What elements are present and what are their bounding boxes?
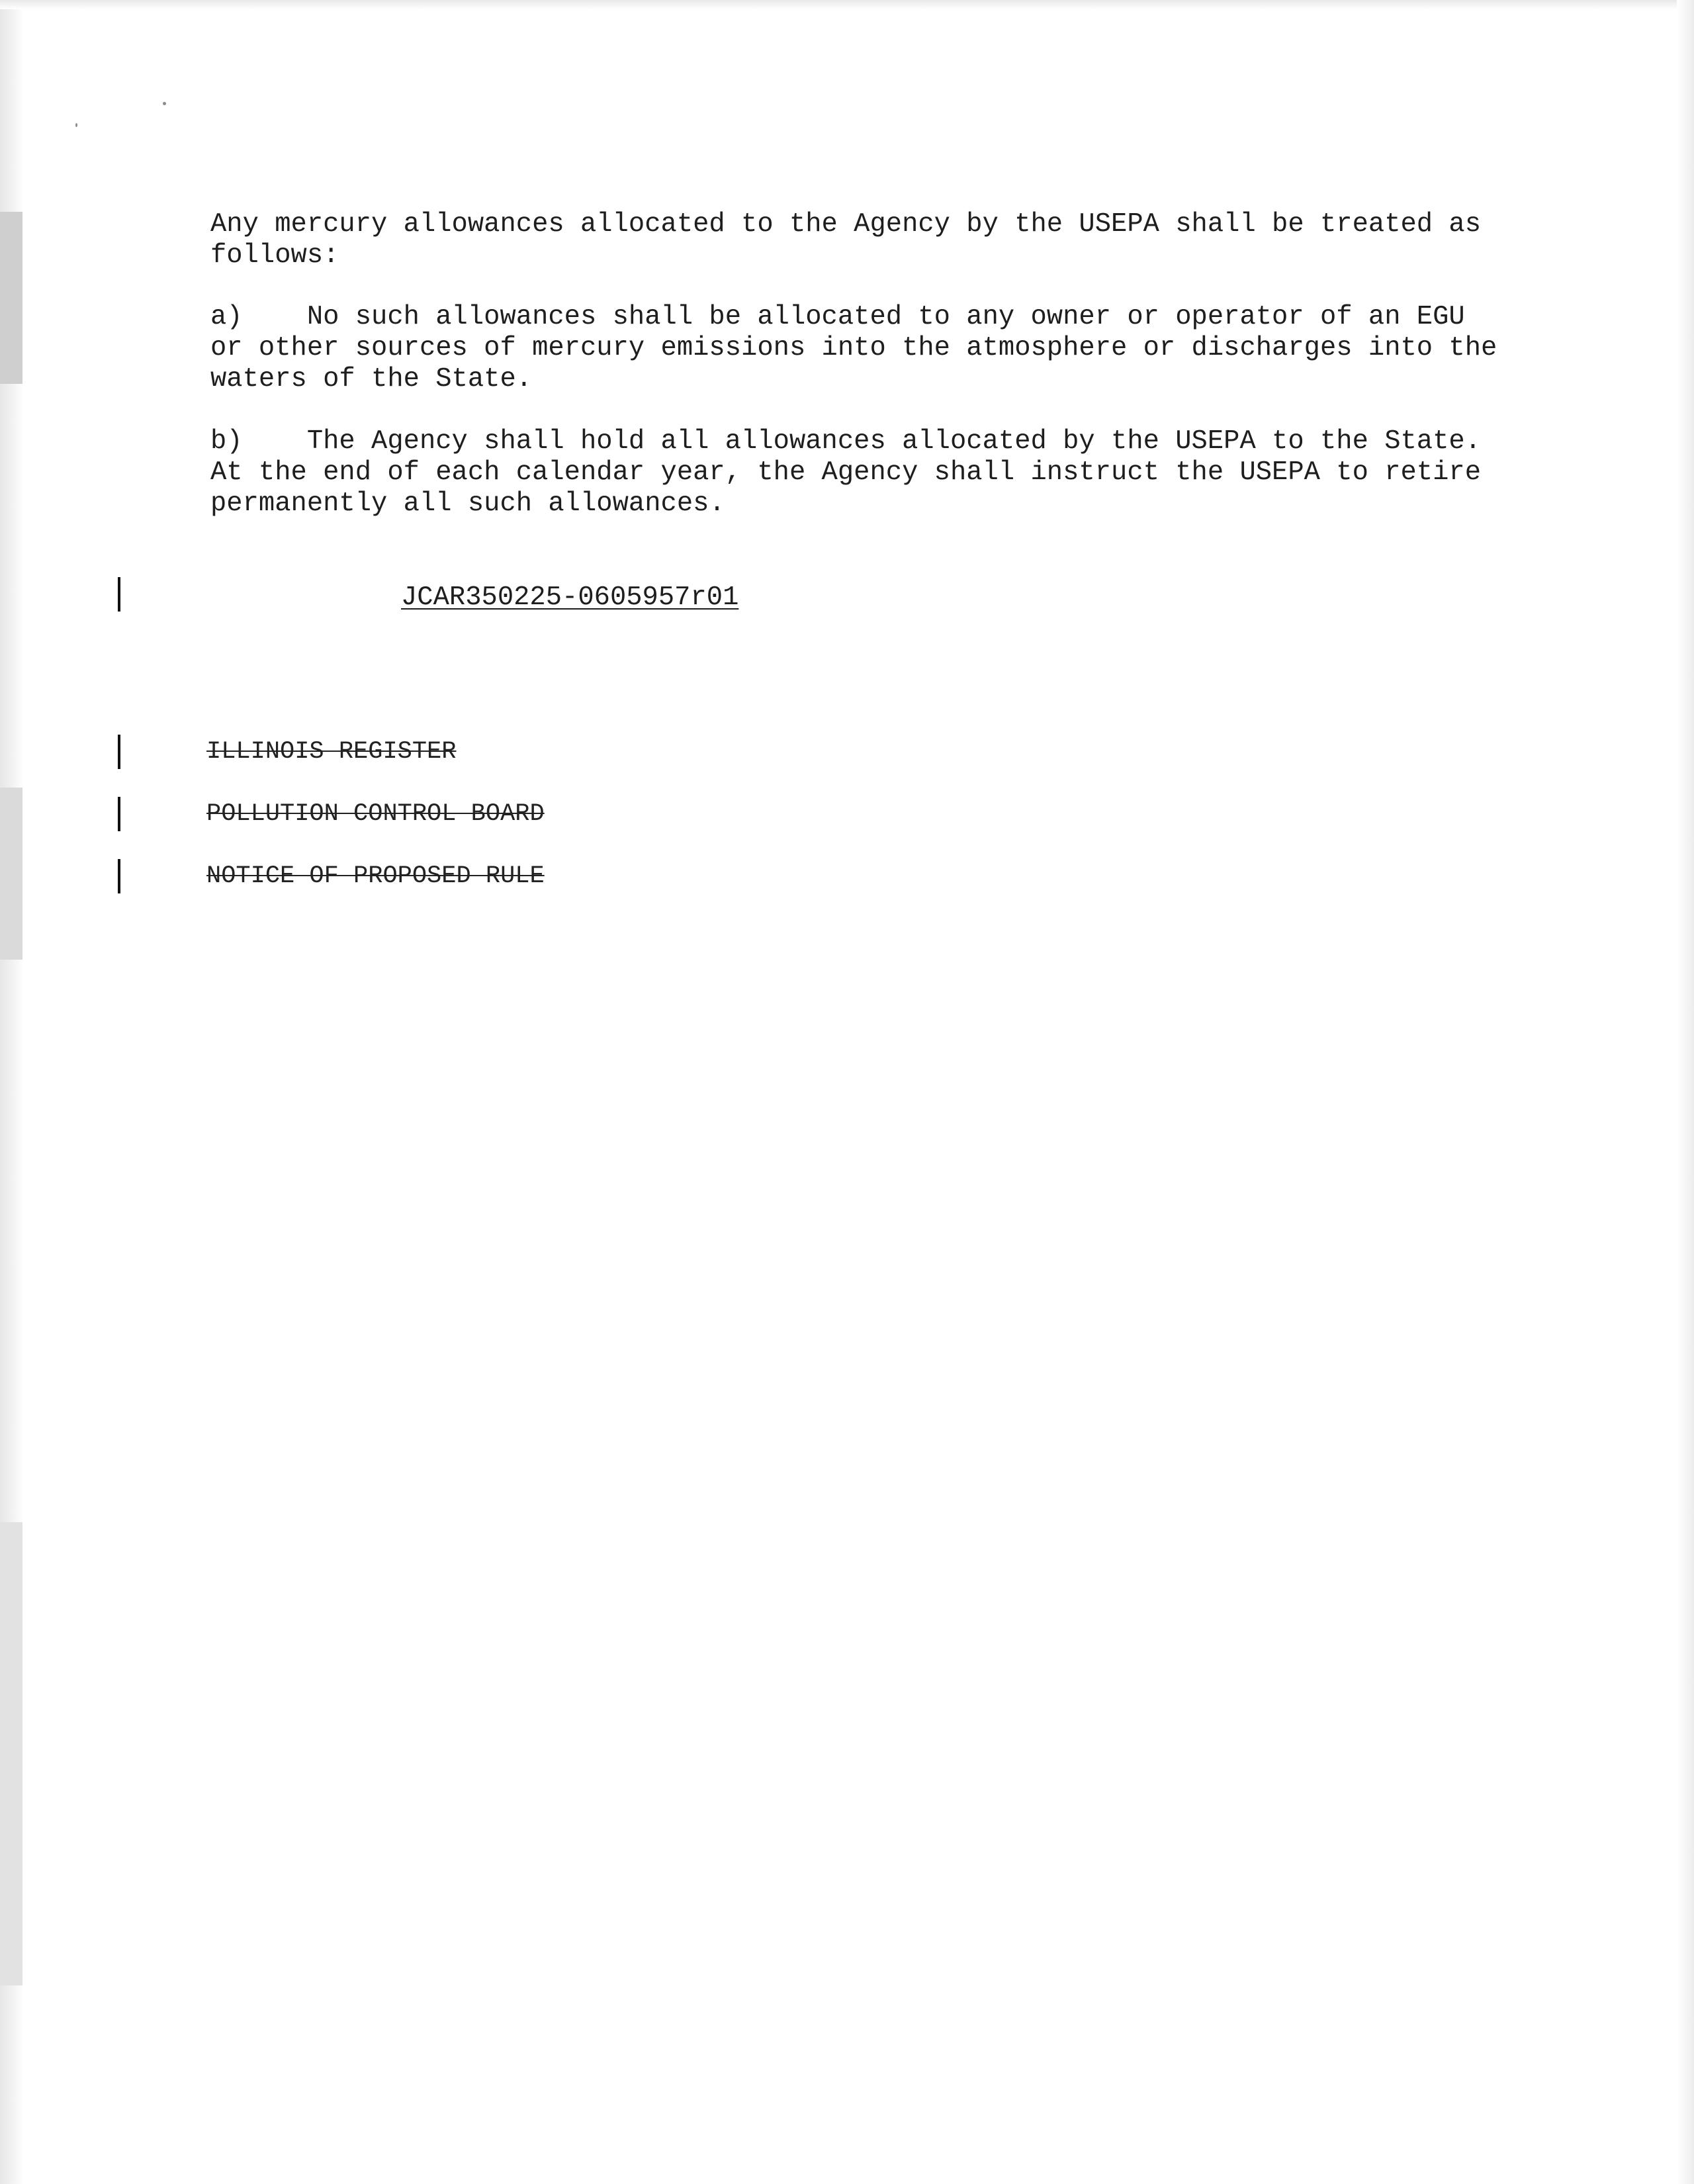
scan-band — [0, 788, 22, 960]
scan-band — [0, 1522, 22, 1985]
item-a-line-2: or other sources of mercury emissions into the atmosphere or discharges into the — [210, 333, 1497, 363]
scan-edge-right — [1677, 0, 1694, 2184]
change-bar — [118, 735, 120, 769]
item-a-line-1: a) No such allowances shall be allocated to any owner or operator of an EGU — [210, 302, 1465, 332]
intro-paragraph — [210, 209, 1481, 271]
item-b-paragraph — [210, 426, 1481, 520]
revision-identifier: JCAR350225-0605957r01 — [401, 582, 739, 613]
scan-edge-top — [0, 0, 1694, 9]
scan-speck — [163, 102, 166, 105]
intro-line-1: Any mercury allowances allocated to the Agency by the USEPA shall be treated as — [210, 209, 1482, 240]
change-bar — [118, 859, 120, 893]
item-a-line-3: waters of the State. — [210, 364, 533, 394]
struck-header-notice: NOTICE OF PROPOSED RULE — [206, 862, 545, 890]
item-b-line-3: permanently all such allowances. — [210, 488, 725, 519]
struck-header-register: ILLINOIS REGISTER — [206, 738, 457, 766]
scan-speck — [75, 123, 77, 127]
item-b-line-2: At the end of each calendar year, the Agency shall instruct the USEPA to retire — [210, 457, 1482, 488]
intro-line-2: follows: — [210, 240, 339, 271]
struck-header-board: POLLUTION CONTROL BOARD — [206, 800, 545, 828]
scan-band — [0, 212, 22, 384]
item-a-paragraph — [210, 302, 1497, 395]
item-b-line-1: b) The Agency shall hold all allowances allocated by the USEPA to the State. — [210, 426, 1482, 457]
change-bar — [118, 577, 120, 612]
change-bar — [118, 797, 120, 831]
